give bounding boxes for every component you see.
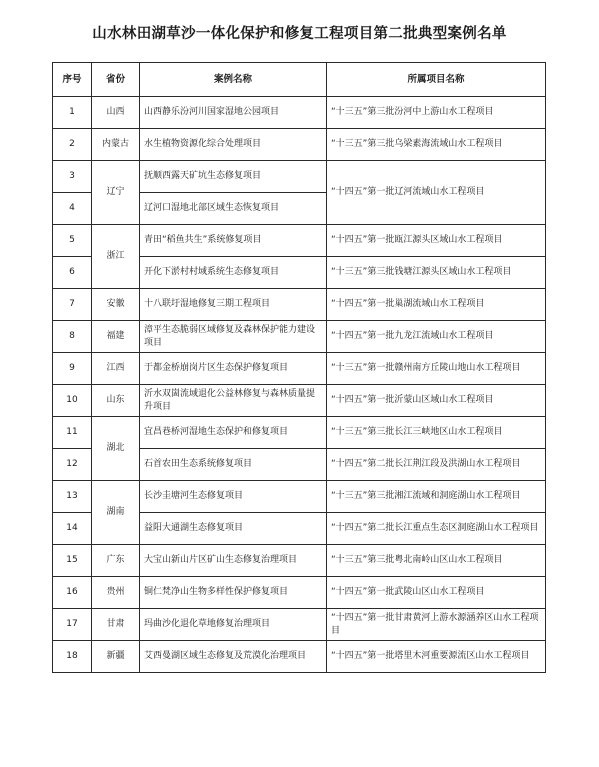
row-project-name: “十四五”第一批辽河流域山水工程项目 xyxy=(327,161,546,225)
row-province: 湖南 xyxy=(92,481,140,545)
row-province: 辽宁 xyxy=(92,161,140,225)
row-no: 3 xyxy=(53,161,92,193)
table-row xyxy=(53,321,546,353)
row-no: 16 xyxy=(53,577,92,609)
table-row xyxy=(53,289,546,321)
row-case-name: 青田“稻鱼共生”系统修复项目 xyxy=(140,225,327,257)
header-case-name: 案例名称 xyxy=(140,63,327,97)
row-no: 15 xyxy=(53,545,92,577)
row-case-name: 石首农田生态系统修复项目 xyxy=(140,449,327,481)
row-case-name: 长沙圭塘河生态修复项目 xyxy=(140,481,327,513)
row-province: 内蒙古 xyxy=(92,129,140,161)
table-row xyxy=(53,353,546,385)
table-row xyxy=(53,97,546,129)
row-project-name: “十四五”第一批沂蒙山区域山水工程项目 xyxy=(327,385,546,417)
row-project-name: “十三五”第三批湘江流域和洞庭湖山水工程项目 xyxy=(327,481,546,513)
header-no: 序号 xyxy=(53,63,92,97)
table-row xyxy=(53,417,546,449)
row-no: 2 xyxy=(53,129,92,161)
row-case-name: 辽河口湿地北部区域生态恢复项目 xyxy=(140,193,327,225)
row-case-name: 沂水双崮流域退化公益林修复与森林质量提升项目 xyxy=(140,385,327,417)
row-case-name: 十八联圩湿地修复三期工程项目 xyxy=(140,289,327,321)
row-project-name: “十三五”第三批乌梁素海流域山水工程项目 xyxy=(327,129,546,161)
row-project-name: “十四五”第二批长江荆江段及洪湖山水工程项目 xyxy=(327,449,546,481)
document-title: 山水林田湖草沙一体化保护和修复工程项目第二批典型案例名单 xyxy=(92,25,507,42)
row-no: 18 xyxy=(53,641,92,673)
header-project-name: 所属项目名称 xyxy=(327,63,546,97)
row-no: 7 xyxy=(53,289,92,321)
row-project-name: “十四五”第二批长江重点生态区洞庭湖山水工程项目 xyxy=(327,513,546,545)
row-project-name: “十三五”第一批赣州南方丘陵山地山水工程项目 xyxy=(327,353,546,385)
row-no: 5 xyxy=(53,225,92,257)
row-province: 福建 xyxy=(92,321,140,353)
row-project-name: “十四五”第一批武陵山区山水工程项目 xyxy=(327,577,546,609)
row-no: 9 xyxy=(53,353,92,385)
row-project-name: “十三五”第三批粤北南岭山区山水工程项目 xyxy=(327,545,546,577)
row-case-name: 铜仁梵净山生物多样性保护修复项目 xyxy=(140,577,327,609)
case-list-table xyxy=(52,62,546,673)
table-row xyxy=(53,385,546,417)
row-no: 11 xyxy=(53,417,92,449)
row-case-name: 抚顺西露天矿坑生态修复项目 xyxy=(140,161,327,193)
row-no: 13 xyxy=(53,481,92,513)
row-case-name: 漳平生态脆弱区域修复及森林保护能力建设项目 xyxy=(140,321,327,353)
row-province: 甘肃 xyxy=(92,609,140,641)
header-province: 省份 xyxy=(92,63,140,97)
table-header-row xyxy=(53,63,546,97)
table-row xyxy=(53,129,546,161)
row-case-name: 山西静乐汾河川国家湿地公园项目 xyxy=(140,97,327,129)
row-no: 6 xyxy=(53,257,92,289)
row-no: 12 xyxy=(53,449,92,481)
row-no: 1 xyxy=(53,97,92,129)
row-no: 17 xyxy=(53,609,92,641)
row-project-name: “十三五”第三批钱塘江源头区域山水工程项目 xyxy=(327,257,546,289)
row-case-name: 艾西曼湖区域生态修复及荒漠化治理项目 xyxy=(140,641,327,673)
row-project-name: “十四五”第一批塔里木河重要源流区山水工程项目 xyxy=(327,641,546,673)
row-case-name: 于都金桥崩岗片区生态保护修复项目 xyxy=(140,353,327,385)
row-project-name: “十三五”第三批汾河中上游山水工程项目 xyxy=(327,97,546,129)
row-province: 新疆 xyxy=(92,641,140,673)
row-province: 广东 xyxy=(92,545,140,577)
row-no: 4 xyxy=(53,193,92,225)
row-project-name: “十四五”第一批九龙江流域山水工程项目 xyxy=(327,321,546,353)
table-row xyxy=(53,545,546,577)
row-case-name: 大宝山新山片区矿山生态修复治理项目 xyxy=(140,545,327,577)
row-province: 浙江 xyxy=(92,225,140,289)
row-project-name: “十三五”第三批长江三峡地区山水工程项目 xyxy=(327,417,546,449)
table-row xyxy=(53,225,546,257)
row-case-name: 开化下淤村村域系统生态修复项目 xyxy=(140,257,327,289)
row-case-name: 水生植物资源化综合处理项目 xyxy=(140,129,327,161)
row-project-name: “十四五”第一批瓯江源头区域山水工程项目 xyxy=(327,225,546,257)
row-case-name: 宜昌巷桥河湿地生态保护和修复项目 xyxy=(140,417,327,449)
table-row xyxy=(53,577,546,609)
row-project-name: “十四五”第一批巢湖流域山水工程项目 xyxy=(327,289,546,321)
row-province: 山东 xyxy=(92,385,140,417)
row-case-name: 玛曲沙化退化草地修复治理项目 xyxy=(140,609,327,641)
row-no: 8 xyxy=(53,321,92,353)
table-row xyxy=(53,161,546,193)
row-province: 江西 xyxy=(92,353,140,385)
table-row xyxy=(53,481,546,513)
row-province: 贵州 xyxy=(92,577,140,609)
row-province: 湖北 xyxy=(92,417,140,481)
row-case-name: 益阳大通湖生态修复项目 xyxy=(140,513,327,545)
row-no: 10 xyxy=(53,385,92,417)
table-row xyxy=(53,641,546,673)
row-province: 山西 xyxy=(92,97,140,129)
row-province: 安徽 xyxy=(92,289,140,321)
row-project-name: “十四五”第一批甘肃黄河上游水源涵养区山水工程项目 xyxy=(327,609,546,641)
row-no: 14 xyxy=(53,513,92,545)
table-row xyxy=(53,609,546,641)
